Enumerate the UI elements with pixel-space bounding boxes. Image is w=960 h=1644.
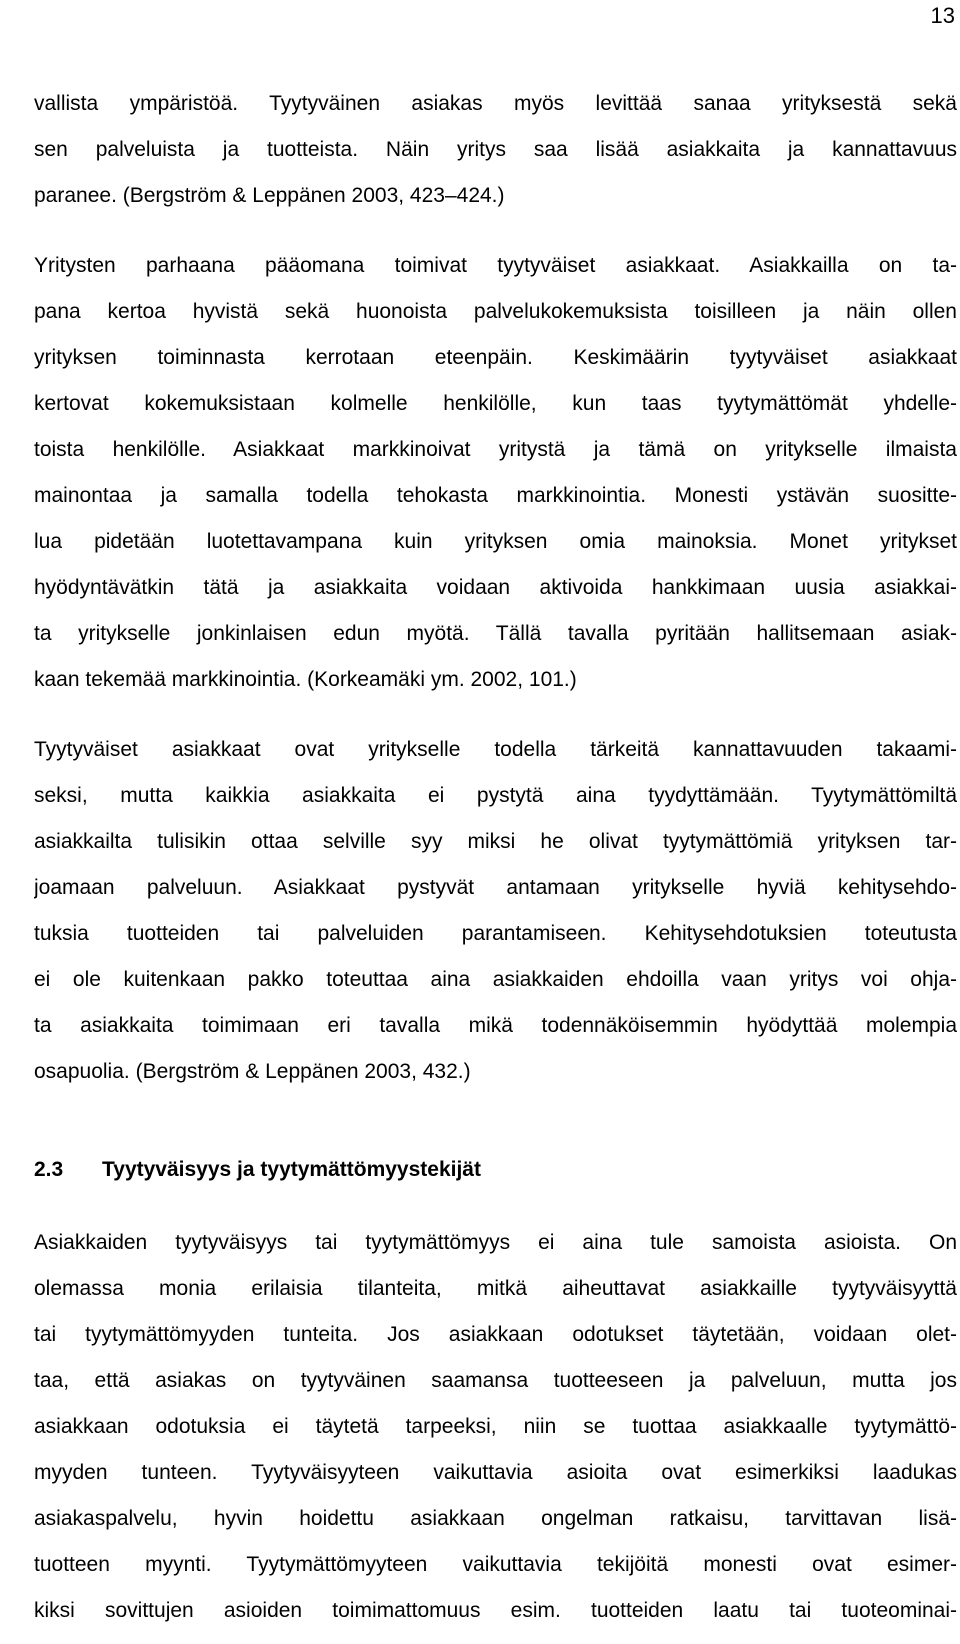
text-line: kiksi sovittujen asioiden toimimattomuus esim. tuotteiden laatu tai tuoteominai- bbox=[34, 1599, 957, 1622]
paragraph-2 bbox=[34, 243, 957, 703]
section-heading bbox=[34, 1147, 957, 1193]
paragraph-3 bbox=[34, 727, 957, 1095]
section-title: Tyytyväisyys ja tyytymättömyystekijät bbox=[102, 1158, 481, 1181]
text-line: Tyytyväiset asiakkaat ovat yritykselle todella tärkeitä kannattavuuden takaami- bbox=[34, 738, 957, 761]
document-body bbox=[34, 81, 957, 1634]
text-line: mainontaa ja samalla todella tehokasta markkinointia. Monesti ystävän suositte- bbox=[34, 484, 957, 507]
text-line: ta asiakkaita toimimaan eri tavalla mikä todennäköisemmin hyödyttää molempia bbox=[34, 1014, 957, 1037]
text-line: toista henkilölle. Asiakkaat markkinoivat yritystä ja tämä on yritykselle ilmaista bbox=[34, 438, 957, 461]
text-line: ei ole kuitenkaan pakko toteuttaa aina asiakkaiden ehdoilla vaan yritys voi ohja- bbox=[34, 968, 957, 991]
text-line: pana kertoa hyvistä sekä huonoista palvelukokemuksista toisilleen ja näin ollen bbox=[34, 300, 957, 323]
text-line: asiakkaan odotuksia ei täytetä tarpeeksi, niin se tuottaa asiakkaalle tyytymättö- bbox=[34, 1415, 957, 1438]
text-line: kaan tekemää markkinointia. (Korkeamäki ym. 2002, 101.) bbox=[34, 668, 577, 691]
text-line: yrityksen toiminnasta kerrotaan eteenpäin. Keskimäärin tyytyväiset asiakkaat bbox=[34, 346, 957, 369]
text-line: tuotteen myynti. Tyytymättömyyteen vaikuttavia tekijöitä monesti ovat esimer- bbox=[34, 1553, 957, 1576]
text-line: ta yritykselle jonkinlaisen edun myötä. Tällä tavalla pyritään hallitsemaan asiak- bbox=[34, 622, 957, 645]
text-line: Yritysten parhaana pääomana toimivat tyytyväiset asiakkaat. Asiakkailla on ta- bbox=[34, 254, 957, 277]
text-line: taa, että asiakas on tyytyväinen saamansa tuotteeseen ja palveluun, mutta jos bbox=[34, 1369, 957, 1392]
text-line: olemassa monia erilaisia tilanteita, mitkä aiheuttavat asiakkaille tyytyväisyyttä bbox=[34, 1277, 957, 1300]
text-line: asiakkailta tulisikin ottaa selville syy miksi he olivat tyytymättömiä yrityksen tar- bbox=[34, 830, 957, 853]
text-line: asiakaspalvelu, hyvin hoidettu asiakkaan ongelman ratkaisu, tarvittavan lisä- bbox=[34, 1507, 957, 1530]
text-line: seksi, mutta kaikkia asiakkaita ei pystytä aina tyydyttämään. Tyytymättömiltä bbox=[34, 784, 957, 807]
text-line: tuksia tuotteiden tai palveluiden parantamiseen. Kehitysehdotuksien toteutusta bbox=[34, 922, 957, 945]
text-line: Asiakkaiden tyytyväisyys tai tyytymättömyys ei aina tule samoista asioista. On bbox=[34, 1231, 957, 1254]
text-line: osapuolia. (Bergström & Leppänen 2003, 432.) bbox=[34, 1060, 471, 1083]
text-line: tai tyytymättömyyden tunteita. Jos asiakkaan odotukset täytetään, voidaan olet- bbox=[34, 1323, 957, 1346]
text-line: hyödyntävätkin tätä ja asiakkaita voidaan aktivoida hankkimaan uusia asiakkai- bbox=[34, 576, 957, 599]
text-line: myyden tunteen. Tyytyväisyyteen vaikuttavia asioita ovat esimerkiksi laadukas bbox=[34, 1461, 957, 1484]
text-line: lua pidetään luotettavampana kuin yrityksen omia mainoksia. Monet yritykset bbox=[34, 530, 957, 553]
section-number: 2.3 bbox=[34, 1158, 64, 1181]
text-line: paranee. (Bergström & Leppänen 2003, 423–424.) bbox=[34, 184, 505, 207]
text-line: vallista ympäristöä. Tyytyväinen asiakas myös levittää sanaa yrityksestä sekä bbox=[34, 92, 957, 115]
paragraph-1 bbox=[34, 81, 957, 219]
text-line: kertovat kokemuksistaan kolmelle henkilölle, kun taas tyytymättömät yhdelle- bbox=[34, 392, 957, 415]
page-number: 13 bbox=[930, 3, 955, 28]
text-line: sen palveluista ja tuotteista. Näin yritys saa lisää asiakkaita ja kannattavuus bbox=[34, 138, 957, 161]
text-line: joamaan palveluun. Asiakkaat pystyvät antamaan yritykselle hyviä kehitysehdo- bbox=[34, 876, 957, 899]
paragraph-4 bbox=[34, 1220, 957, 1634]
